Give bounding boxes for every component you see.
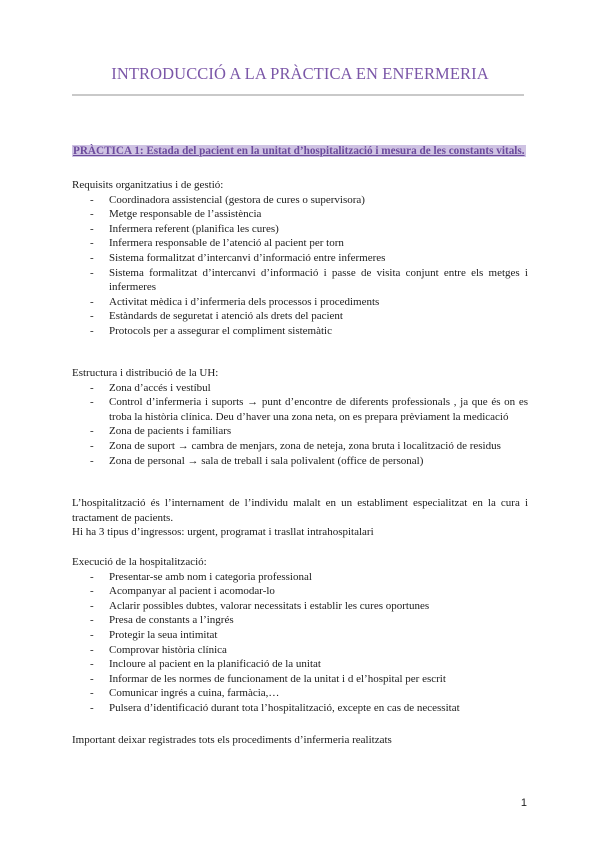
list-item: - Zona de pacients i familiars: [72, 424, 528, 439]
document-title: INTRODUCCIÓ A LA PRÀCTICA EN ENFERMERIA: [111, 64, 489, 83]
execucio-list: [72, 570, 528, 716]
important-section: [72, 733, 528, 748]
execucio-section: [72, 555, 528, 716]
list-item: - Presentar-se amb nom i categoria professional: [72, 570, 528, 585]
list-item: - Zona de suport → cambra de menjars, zona de neteja, zona bruta i localització de residus: [72, 439, 528, 454]
list-item: - Protocols per a assegurar el compliment sistemàtic: [72, 324, 528, 339]
list-item: - Activitat mèdica i d’infermeria dels processos i procediments: [72, 295, 528, 310]
requisits-list: [72, 193, 528, 339]
ingressos-paragraph: Hi ha 3 tipus d’ingressos: urgent, programat i trasllat intrahospitalari: [72, 526, 374, 539]
list-item: - Infermera responsable de l’atenció al pacient per torn: [72, 236, 528, 251]
requisits-section: [72, 178, 528, 339]
list-item: - Infermera referent (planifica les cures): [72, 222, 528, 237]
list-item: - Presa de constants a l’ingrés: [72, 613, 528, 628]
list-item: - Control d’infermeria i suports → punt d’encontre de diferents professionals , ja que és on es troba la història clínica. Deu d’haver una zona neta, on es prepara prèviament la medicació: [72, 395, 528, 424]
list-item: - Informar de les normes de funcionament de la unitat i d el’hospital per escrit: [72, 672, 528, 687]
estructura-list: [72, 381, 528, 469]
requisits-title: Requisits organitzatius i de gestió:: [72, 179, 224, 191]
list-item: - Metge responsable de l’assistència: [72, 207, 528, 222]
execucio-title: Execució de la hospitalització:: [72, 556, 207, 568]
list-item: - Zona de personal → sala de treball i sala polivalent (office de personal): [72, 454, 528, 469]
practica-heading: PRÀCTICA 1: Estada del pacient en la unitat d’hospitalització i mesura de les constants vitals.: [73, 145, 525, 157]
list-item: - Comprovar història clínica: [72, 643, 528, 658]
list-item: - Pulsera d’identificació durant tota l’hospitalització, excepte en cas de necessitat: [72, 701, 528, 716]
page-number: 1: [520, 797, 527, 809]
list-item: - Coordinadora assistencial (gestora de cures o supervisora): [72, 193, 528, 208]
list-item: - Comunicar ingrés a cuina, farmàcia,…: [72, 686, 528, 701]
list-item: - Incloure al pacient en la planificació de la unitat: [72, 657, 528, 672]
hospitalitzacio-section: [72, 496, 528, 540]
list-item: - Sistema formalitzat d’intercanvi d’informació i passe de visita conjunt entre els metges i infermeres: [72, 266, 528, 295]
list-item: - Sistema formalitzat d’intercanvi d’informació entre infermeres: [72, 251, 528, 266]
hospitalitzacio-paragraph: L’hospitalització és l’internament de l’individu malalt en un establiment especialitzat en la cura i tractament de pacients.: [72, 497, 528, 524]
important-note: Important deixar registrades tots els procediments d’infermeria realitzats: [72, 734, 392, 746]
list-item: - Estàndards de seguretat i atenció als drets del pacient: [72, 309, 528, 324]
title-underline: [72, 94, 524, 96]
estructura-section: [72, 366, 528, 468]
list-item: - Acompanyar al pacient i acomodar-lo: [72, 584, 528, 599]
list-item: - Aclarir possibles dubtes, valorar necessitats i establir les cures oportunes: [72, 599, 528, 614]
list-item: - Zona d’accés i vestíbul: [72, 381, 528, 396]
estructura-title: Estructura i distribució de la UH:: [72, 367, 219, 379]
list-item: - Protegir la seua intimitat: [72, 628, 528, 643]
